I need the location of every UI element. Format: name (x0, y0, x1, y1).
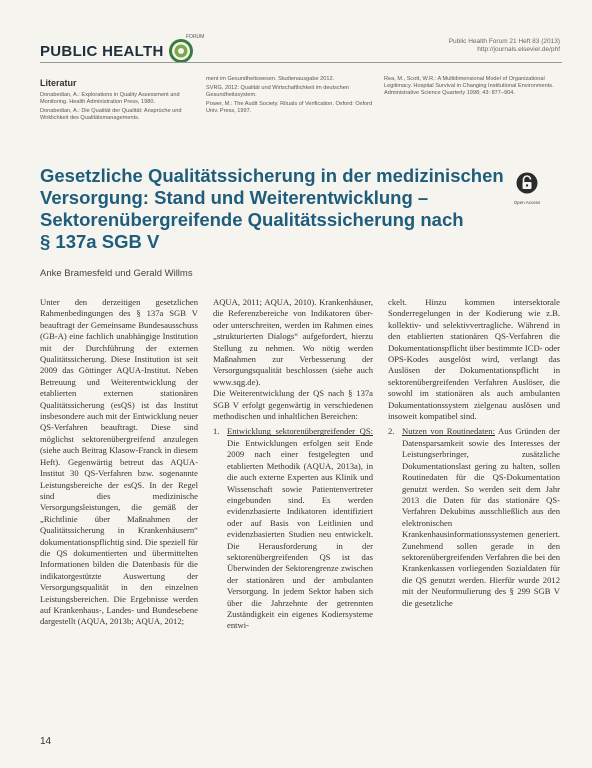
title-line: Versorgung: Stand und Weiterentwicklung – (40, 187, 429, 208)
header-divider (40, 62, 562, 63)
list-item (388, 426, 560, 609)
logo-superscript: FORUM (186, 34, 205, 40)
body-column-3 (388, 297, 560, 609)
list-lead: Entwicklung sektorenübergreifender QS: (227, 426, 373, 437)
literature-entry: SVRG, 2012: Qualität und Wirtschaftlichkeit im deutschen Gesundheitssystem. (206, 85, 350, 98)
list-text: Die Entwicklungen erfolgen seit Ende 2009 nach einer festgelegten und etablierten Methodik (AQUA, 2013a), in die auch externe Experten aus Klinik und Wissenschaft sowie Patientenvertreter eingebunden sind. Es werden evidenzbasierte Indikatoren identifiziert oder auf Basis von Leitlinien und evidenzbasierten Studien neu entwickelt. Die Herausforderung in der sektorenübergreifenden QS ist das Überwinden der Sektorengrenze zwischen der stationären und der ambulanten Versorgung. In jedem Sektor haben sich über die Jahrzehnte der getrennten Zuständigkeit ein eigenes Kodiersysteme entwi- (227, 437, 373, 631)
article-authors: Anke Bramesfeld und Gerald Willms (40, 268, 193, 279)
literature-entry: Donabedian, A.: Explorations in Quality Assessment and Monitoring. Health Administration Press, 1980. (40, 92, 180, 105)
literature-column-c (384, 76, 562, 99)
open-access-badge (512, 172, 542, 205)
list-number: 1. (213, 426, 220, 437)
journal-reference (449, 38, 560, 54)
literature-entry: Power, M.: The Audit Society. Rituals of Verification. Oxford: Oxford Univ. Press, 1997. (206, 101, 373, 114)
body-paragraph: ckelt. Hinzu kommen intersektorale Sonderregelungen in der Kodierung wie z.B. kollektiv- und selektivvertragliche. Während in den etablierten stationären QS-Verfahren die Dokumentationspflicht über bestimmte ICD- oder OPS-Kodes ausgelöst wird, verlangt das Auslösen der Dokumentationspflicht in sektorenübergreifenden Verfahren Auslöser, die sowohl im stationären als auch ambulanten Dokumentationssystem zielgenau auslösen und insoweit kompatibel sind. (388, 297, 560, 422)
list-item (213, 426, 373, 631)
open-access-lock-icon (516, 172, 538, 194)
page-number: 14 (40, 736, 52, 747)
literature-column-a (40, 92, 202, 124)
body-column-1 (40, 297, 198, 628)
title-line: Gesetzliche Qualitätssicherung in der medizinischen (40, 165, 504, 186)
literature-entry: Rea, M., Scott, W.R.: A Multidimensional Model of Organizational Legitimacy. Hospital Survival in Changing Institutional Environments. Administrative Science Quarterly 1998; 43: 877–904. (384, 76, 554, 96)
body-paragraph: AQUA, 2011; AQUA, 2010). Krankenhäuser, die Referenzbereiche von Indikatoren über- oder unterschreiten, werden im Rahmen eines „strukturierten Dialogs“ aufgefordert, hierzu Stellung zu nehmen. Wo nötig werden Maßnahmen zur Verbesserung der Versorgungsqualität beschlossen (siehe auch www.sqg.de). (213, 297, 373, 387)
list-text: Aus Gründen der Datensparsamkeit sowie des Interesses der Leistungserbringer, zusätzliche Dokumentationslast gering zu halten, sollen Routinedaten für die QS-Dokumentation genutzt werden. So werden seit dem Jahr 2013 die Daten für das stationäre QS-Verfahren Dekubitus ausschließlich aus den elektronischen Krankenhausinformationssystemen generiert. Zunehmend sollen gerade in den sektorenübergreifenden Verfahren die bei den Krankenkassen vorliegenden Sozialdaten für die QS genutzt werden. Hierfür wurde 2012 mit der Neuformulierung des § 299 SGB V die gesetzliche (402, 426, 560, 608)
list-body (402, 426, 560, 609)
logo-circle-icon (168, 38, 194, 64)
journal-url-line: http://journals.elsevier.de/phf (477, 46, 560, 53)
open-access-label: Open Access (513, 200, 541, 205)
literature-heading: Literatur (40, 78, 77, 88)
list-number: 2. (388, 426, 395, 437)
journal-ref-line: Public Health Forum 21 Heft 83 (2013) (448, 38, 560, 45)
logo-text: PUBLIC HEALTH (40, 42, 164, 60)
list-body (227, 426, 373, 631)
body-paragraph: Die Weiterentwicklung der QS nach § 137a SGB V erfolgt gegenwärtig in verschiedenen methodischen und inhaltlichen Bereichen: (213, 388, 373, 422)
article-title (40, 165, 510, 253)
body-paragraph: Unter den derzeitigen gesetzlichen Rahmenbedingungen des § 137a SGB V beauftragt der Gemeinsame Bundesausschuss (GB-A) eine fachlich unabhängige Institution mit der Durchführung der externen Qualitätssicherung. Diese Institution ist seit 2009 das Göttinger AQUA-Institut. Neben Betreuung und Weiterentwicklung der etablierten externen stationären Qualitätssicherung (esQS) ist das Institut insbesondere auch mit der Entwicklung neuer QS-Verfahren beauftragt. Diese sind möglichst sektorenübergreifend anzulegen (siehe auch Beitrag Klasow-Franck in diesem Heft). Gegenwärtig betreut das AQUA-Institut 30 QS-Verfahren bzw. sogenannte Leistungsbereiche der esQS. In der Regel sind dies medizinische Versorgungsleistungen, die gemäß der „Richtlinie über Maßnahmen der Qualitätssicherung in Krankenhäusern“ dokumentationspflichtig sind. Die speziell für die QS dokumentierten und übermittelten Informationen bilden die Datenbasis für die indikatorgestützte Auswertung der Versorgungsqualität in den einzelnen Leistungsbereichen. Die Ergebnisse werden auf Krankenhaus-, Landes- und Bundesebene dargestellt (AQUA, 2013b; AQUA, 2012; (40, 297, 198, 627)
body-column-2 (213, 297, 373, 632)
journal-logo (40, 34, 205, 64)
title-line: § 137a SGB V (40, 231, 160, 252)
title-line: Sektorenübergreifende Qualitätssicherung nach (40, 209, 464, 230)
literature-entry: ment im Gesundheitswesen. Studienausgabe 2012. (206, 76, 335, 82)
list-lead: Nutzen von Routinedaten: (402, 426, 495, 437)
literature-entry: Donabedian, A.: Die Qualität der Qualität: Ansprüche und Wirklichkeit des Qualitätsmanagements. (40, 108, 182, 121)
literature-column-b (206, 76, 376, 117)
